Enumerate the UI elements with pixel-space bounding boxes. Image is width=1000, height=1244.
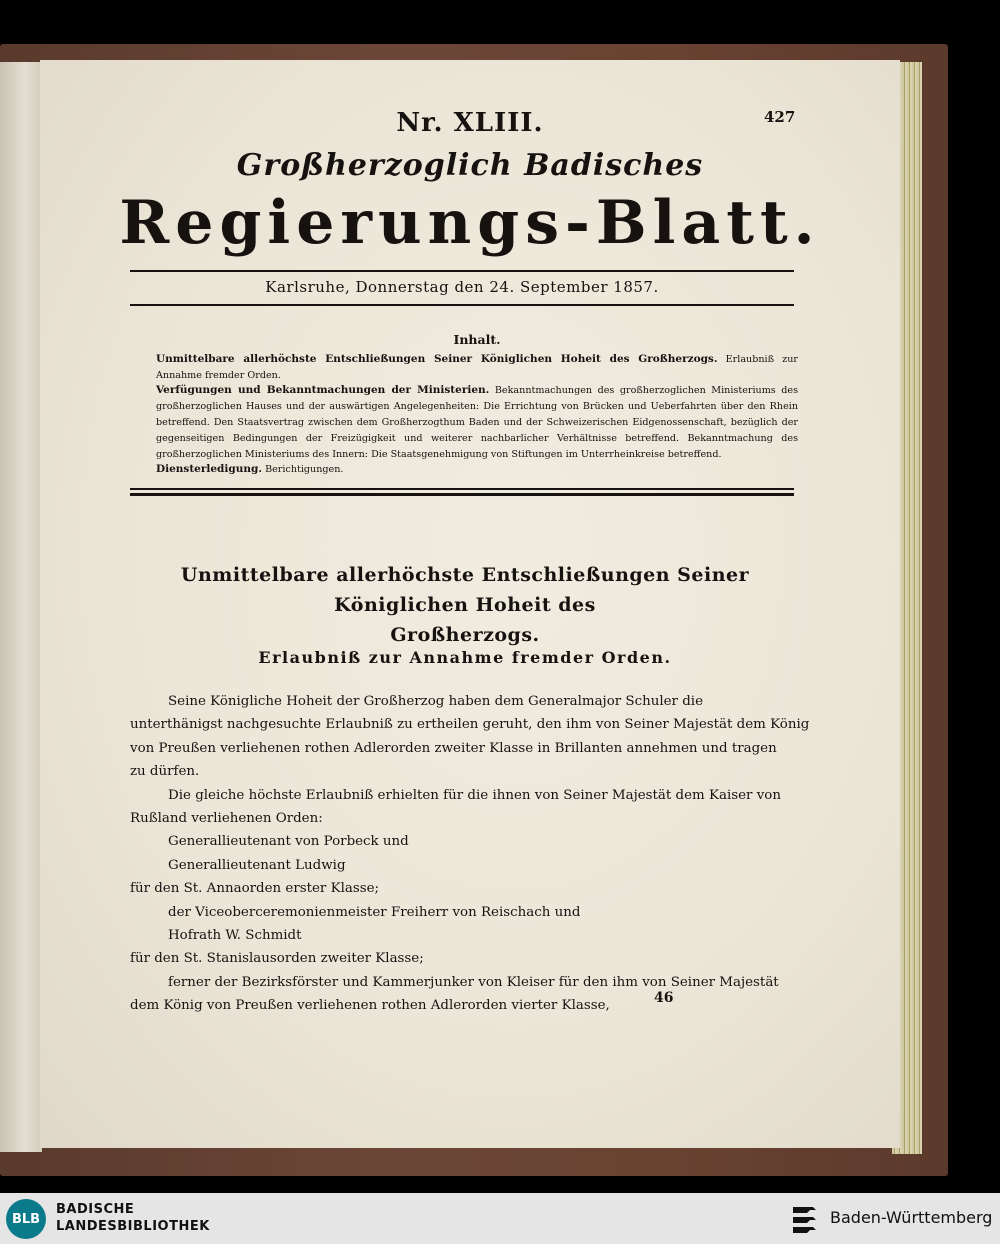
sub-heading: Erlaubniß zur Annahme fremder Orden. xyxy=(258,648,672,667)
baden-wuerttemberg-lions-icon xyxy=(790,1201,820,1237)
printer-signature-mark: 46 xyxy=(654,990,674,1006)
masthead-title: Regierungs-Blatt. xyxy=(119,188,821,258)
rule-below-date xyxy=(130,304,794,306)
library-name-line: BADISCHE xyxy=(56,1202,135,1217)
library-name-line: LANDESBIBLIOTHEK xyxy=(56,1219,210,1234)
blb-logo-icon[interactable]: BLB xyxy=(6,1199,46,1239)
toc-entry-text: Bekanntmachungen des großherzoglichen Ministeriums des großherzoglichen Hauses und der auswärtigen Angelegenheiten: Die Errichtung von Brücken und Ueberfahrten über den Rhein betreffend. Den Staatsvertrag zwischen dem Großherzogthum Baden und der Schweizerischen Eidgenossenschaft, bezüglich der gegenseitigen Bedingungen der Freizügigkeit und weiterer nachbarlicher Verhältnisse betreffend. Bekanntmachung des großherzoglichen Ministeriums des Innern: Die Staatsgenehmigung von Stiftungen im Unterrheinkreise betreffend. xyxy=(156,385,799,460)
text-line: der Viceoberceremonienmeister Freiherr von Reischach und xyxy=(168,904,581,920)
toc-entry xyxy=(156,383,798,462)
text-line: für den St. Annaorden erster Klasse; xyxy=(130,881,380,897)
state-name[interactable]: Baden-Württemberg xyxy=(830,1208,993,1227)
toc-entry-text: Berichtigungen. xyxy=(265,464,344,476)
text-line: Generallieutenant von Porbeck und xyxy=(168,834,409,850)
text-line: Hofrath W. Schmidt xyxy=(168,928,302,944)
rule-below-toc-1 xyxy=(130,488,794,490)
text-line: für den St. Stanislausorden zweiter Klasse; xyxy=(130,951,424,967)
issue-number: Nr. XLIII. xyxy=(396,108,544,138)
page-number: 427 xyxy=(764,108,796,126)
section-heading-line: Großherzogs. xyxy=(390,624,540,646)
footer-bar xyxy=(0,1193,1000,1244)
rule-below-toc-2 xyxy=(130,493,794,496)
section-heading xyxy=(130,560,800,650)
toc-entry xyxy=(156,462,798,478)
body-text xyxy=(130,690,810,1018)
rule-top xyxy=(130,270,794,272)
library-name[interactable] xyxy=(56,1201,210,1235)
text-line: Generallieutenant Ludwig xyxy=(168,857,346,873)
toc-entry-text: Erlaubniß zur Annahme fremder Orden. xyxy=(156,353,798,381)
toc-entry-title: Unmittelbare allerhöchste Entschließungen Seiner Königlichen Hoheit des Großherzogs. xyxy=(156,352,718,365)
text-line: ferner der Bezirksförster und Kammerjunker von Kleiser für den ihm von Seiner Majestät xyxy=(168,974,779,990)
text-line: zu dürfen. xyxy=(130,764,200,780)
masthead-subtitle: Großherzoglich Badisches xyxy=(236,148,704,183)
document-page xyxy=(40,60,900,1148)
text-line: Rußland verliehenen Orden: xyxy=(130,811,323,827)
text-line: unterthänigst nachgesuchte Erlaubniß zu ertheilen geruht, den ihm von Seiner Majestät dem König xyxy=(130,717,810,733)
text-line: Seine Königliche Hoheit der Großherzog haben dem Generalmajor Schuler die xyxy=(168,694,703,709)
text-line: dem König von Preußen verliehenen rothen Adlerorden vierter Klasse, xyxy=(130,998,610,1014)
toc-entry xyxy=(156,352,798,384)
text-line: Die gleiche höchste Erlaubniß erhielten für die ihnen von Seiner Majestät dem Kaiser von xyxy=(168,787,781,803)
toc-entry-title: Verfügungen und Bekanntmachungen der Ministerien. xyxy=(156,384,490,397)
dateline: Karlsruhe, Donnerstag den 24. September 1857. xyxy=(265,278,659,296)
toc-heading: Inhalt. xyxy=(453,332,501,347)
section-heading-line: Unmittelbare allerhöchste Entschließungen Seiner Königlichen Hoheit des xyxy=(180,564,750,616)
left-page-edge xyxy=(0,62,42,1152)
table-of-contents xyxy=(156,332,798,478)
text-line: von Preußen verliehenen rothen Adlerorden zweiter Klasse in Brillanten annehmen und tragen xyxy=(130,740,777,756)
toc-entry-title: Diensterledigung. xyxy=(156,463,262,476)
